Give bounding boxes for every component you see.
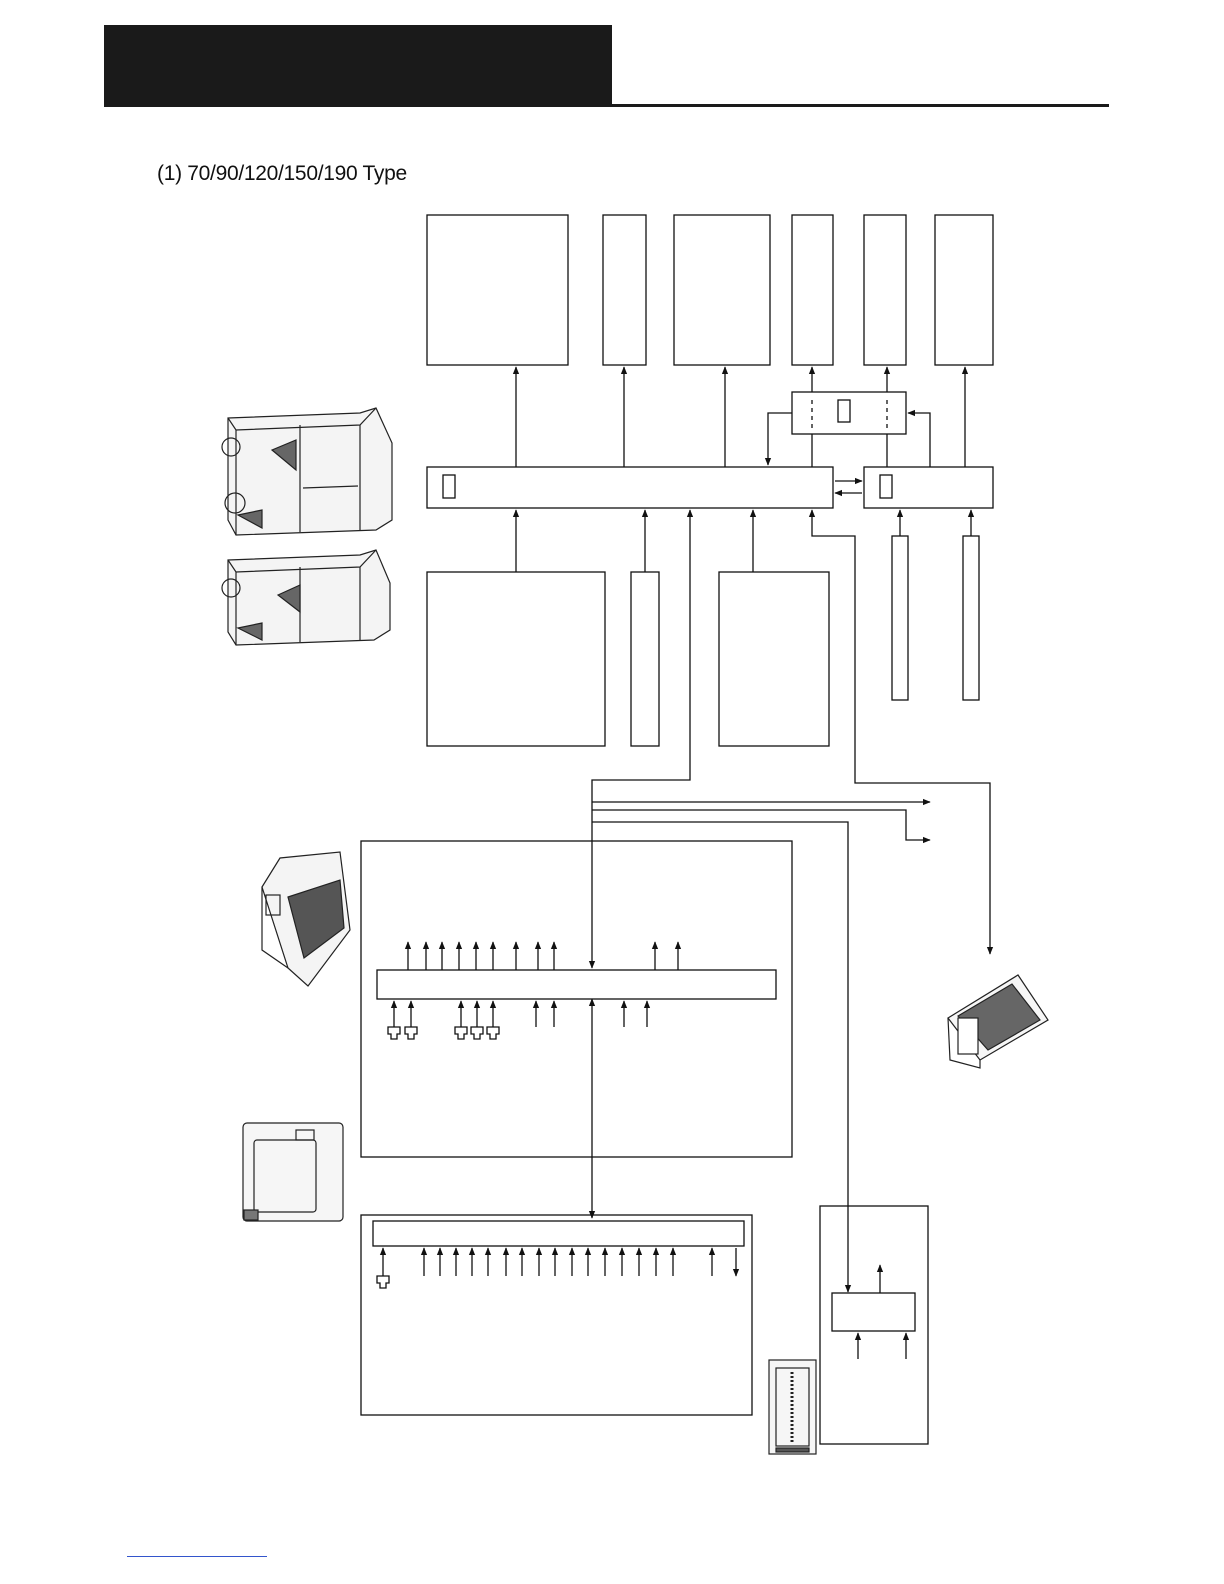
- outdoor-unit-icon: [222, 550, 390, 645]
- lower-block-2: [631, 572, 659, 746]
- lower-block-1: [427, 572, 605, 746]
- sensor-strip-1: [892, 536, 908, 700]
- top-block-1: [427, 215, 568, 365]
- main-board: [427, 467, 833, 508]
- top-block-4: [792, 215, 833, 365]
- remote-controller-frame: [361, 1215, 752, 1415]
- lower-block-3: [719, 572, 829, 746]
- sensor-strip-2: [963, 536, 979, 700]
- central-controller-panel-icon: [769, 1360, 816, 1454]
- top-block-2: [603, 215, 646, 365]
- top-block-3: [674, 215, 770, 365]
- central-board: [832, 1293, 915, 1331]
- sub-board: [864, 467, 993, 508]
- footer-link-underline: [127, 1556, 267, 1557]
- laptop-pc-icon: [948, 975, 1048, 1068]
- section-title: (1) 70/90/120/150/190 Type: [157, 162, 407, 185]
- cassette-indoor-unit-icon: [262, 852, 350, 986]
- remote-board: [373, 1221, 744, 1246]
- relay-block: [792, 392, 906, 434]
- wired-remote-controller-icon: [243, 1123, 343, 1221]
- indoor-board: [377, 970, 776, 999]
- top-block-5: [864, 215, 906, 365]
- outdoor-unit-icon: [222, 408, 392, 535]
- top-block-6: [935, 215, 993, 365]
- central-controller-frame: [820, 1206, 928, 1444]
